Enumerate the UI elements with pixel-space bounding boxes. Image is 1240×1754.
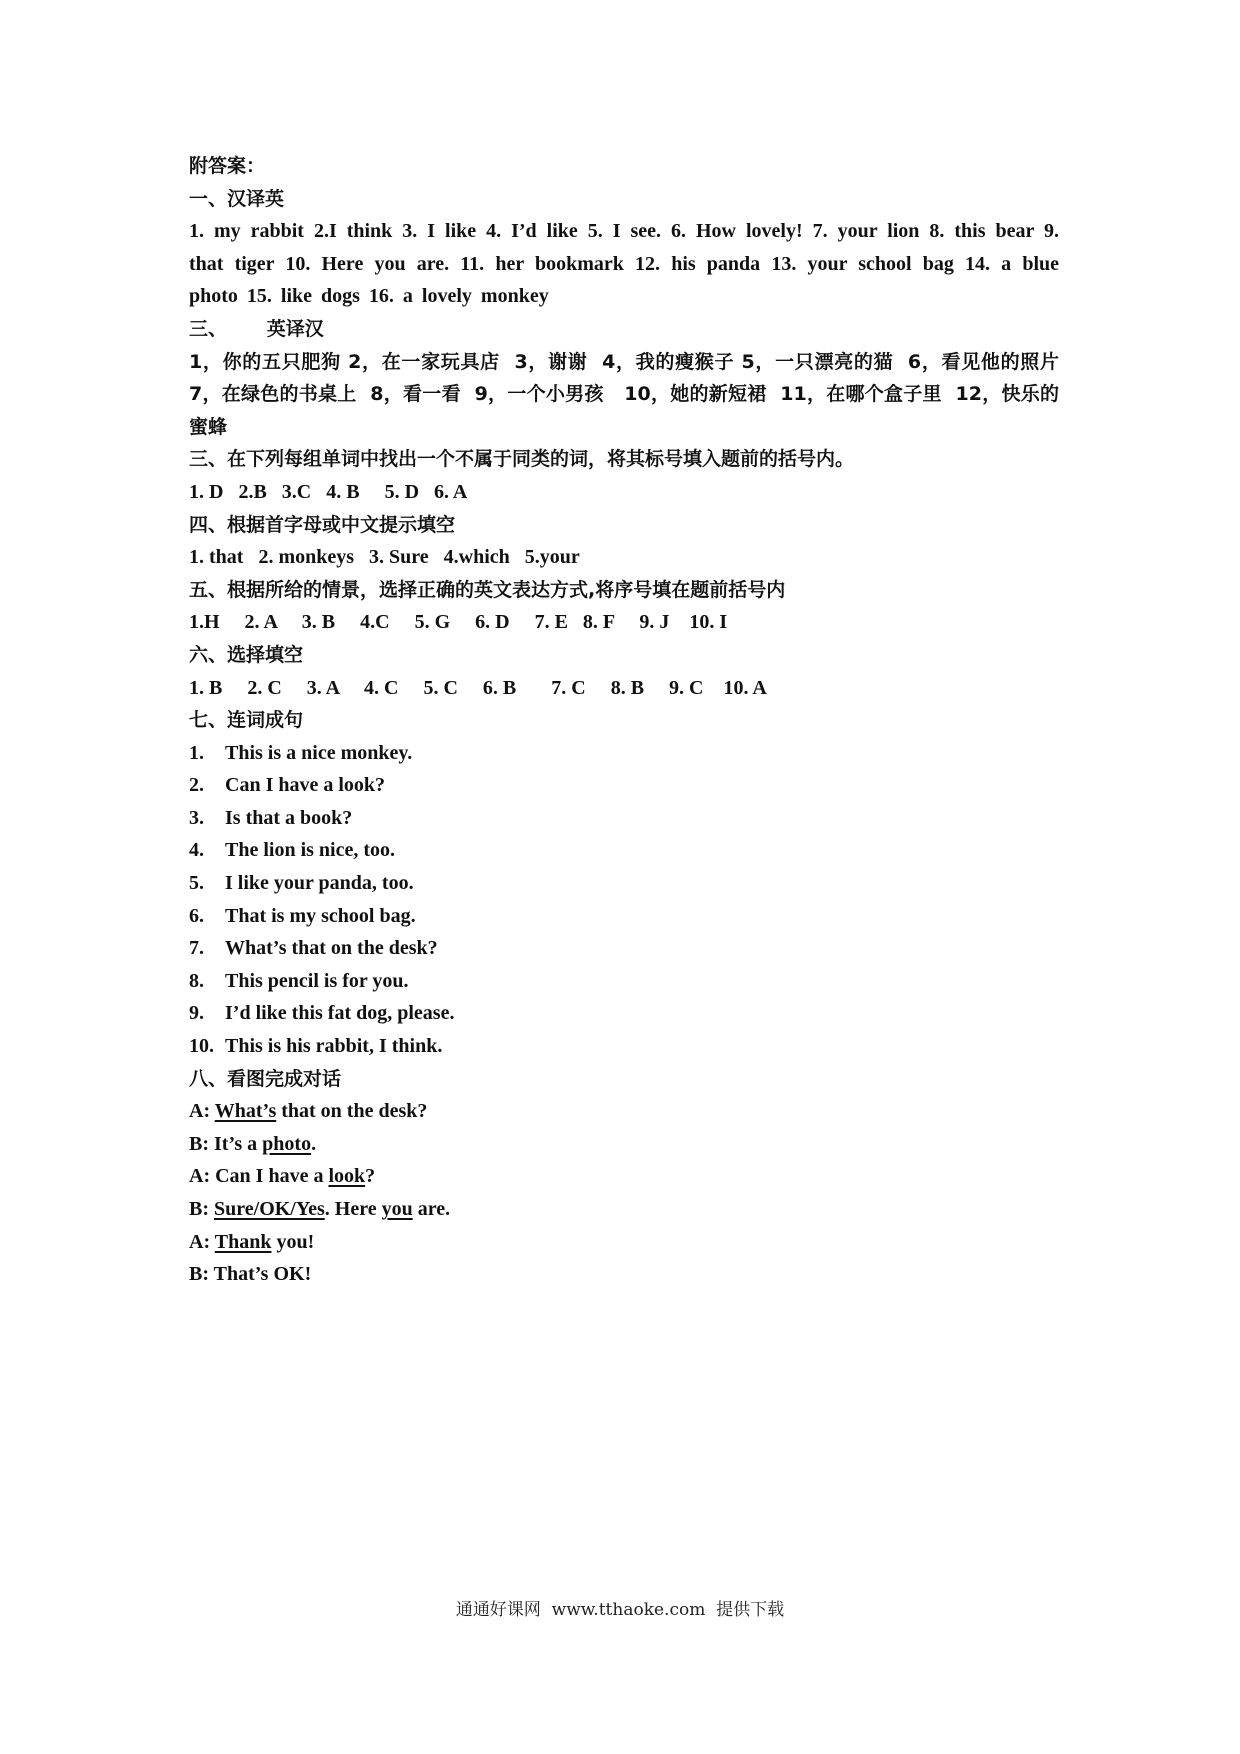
dialogue-line: B: It’s a photo. — [189, 1132, 317, 1155]
dialogue-line: B: That’s OK! — [189, 1263, 312, 1286]
filled-answer: Thank — [214, 1230, 272, 1253]
list-item: 2. Can I have a look? — [189, 774, 386, 797]
section-8-heading: 八、看图完成对话 — [189, 1067, 342, 1090]
sentence-list — [189, 737, 1059, 1063]
list-item: 5. I like your panda, too. — [189, 872, 414, 895]
filled-answer: look — [328, 1165, 366, 1188]
filled-answer: What’s — [214, 1100, 277, 1123]
section-7-heading: 七、连词成句 — [189, 709, 304, 732]
footer-credit: 通通好课网 www.tthaoke.com 提供下载 — [455, 1600, 785, 1620]
dialogue-line: B: Sure/OK/Yes. Here you are. — [189, 1198, 451, 1220]
section-3-answers: 1. D 2.B 3.C 4. B 5. D 6. A — [189, 480, 468, 503]
section-6-answers: 1. B 2. C 3. A 4. C 5. C 6. B 7. C 8. B 9. C 10. A — [189, 676, 767, 699]
list-item: 7. What’s that on the desk? — [189, 937, 438, 960]
list-item: 8. This pencil is for you. — [189, 969, 409, 992]
dialogue-line: A: What’s that on the desk? — [189, 1100, 428, 1123]
filled-answer: you — [381, 1198, 413, 1220]
section-1-answers: 1. my rabbit 2.I think 3. I like 4. I’d like 5. I see. 6. How lovely! 7. your lion 8. this bear 9. that tiger 10. Here you are. 11. her bookmark 12. his panda 13. your school bag 14. a blue photo 15. like dogs 16. a lovely monkey — [189, 220, 1059, 308]
section-1-heading: 一、汉译英 — [189, 187, 285, 210]
filled-answer: Sure/OK/Yes — [214, 1198, 325, 1220]
section-2-answers: 1，你的五只肥狗 2，在一家玩具店 3，谢谢 4，我的瘦猴子 5，一只漂亮的猫 6，看见他的照片 7，在绿色的书桌上 8，看一看 9，一个小男孩 10，她的新短裙 11，在哪个盒子里 12，快乐的蜜蜂 — [189, 350, 1066, 438]
section-4-answers: 1. that 2. monkeys 3. Sure 4.which 5.your — [189, 546, 580, 569]
section-4-heading: 四、根据首字母或中文提示填空 — [189, 513, 456, 536]
list-item: 6. That is my school bag. — [189, 904, 416, 927]
dialogue-line: A: Thank you! — [189, 1230, 315, 1253]
list-item: 10. This is his rabbit, I think. — [189, 1035, 443, 1058]
list-item: 3. Is that a book? — [189, 806, 353, 829]
section-2-heading: 三、 英译汉 — [189, 317, 324, 340]
section-5-heading: 五、根据所给的情景，选择正确的英文表达方式,将序号填在题前括号内 — [189, 578, 786, 601]
answer-sheet — [189, 150, 1066, 1291]
section-3-heading: 三、在下列每组单词中找出一个不属于同类的词，将其标号填入题前的括号内。 — [189, 448, 855, 471]
list-item: 4. The lion is nice, too. — [189, 839, 396, 862]
list-item: 9. I’d like this fat dog, please. — [189, 1002, 455, 1025]
page-title: 附答案： — [189, 155, 266, 177]
section-6-heading: 六、选择填空 — [189, 643, 304, 666]
section-5-answers: 1.H 2. A 3. B 4.C 5. G 6. D 7. E 8. F 9. J 10. I — [189, 611, 728, 634]
filled-answer: photo — [262, 1132, 312, 1155]
dialogue-line: A: Can I have a look? — [189, 1165, 376, 1188]
list-item: 1. This is a nice monkey. — [189, 741, 413, 764]
